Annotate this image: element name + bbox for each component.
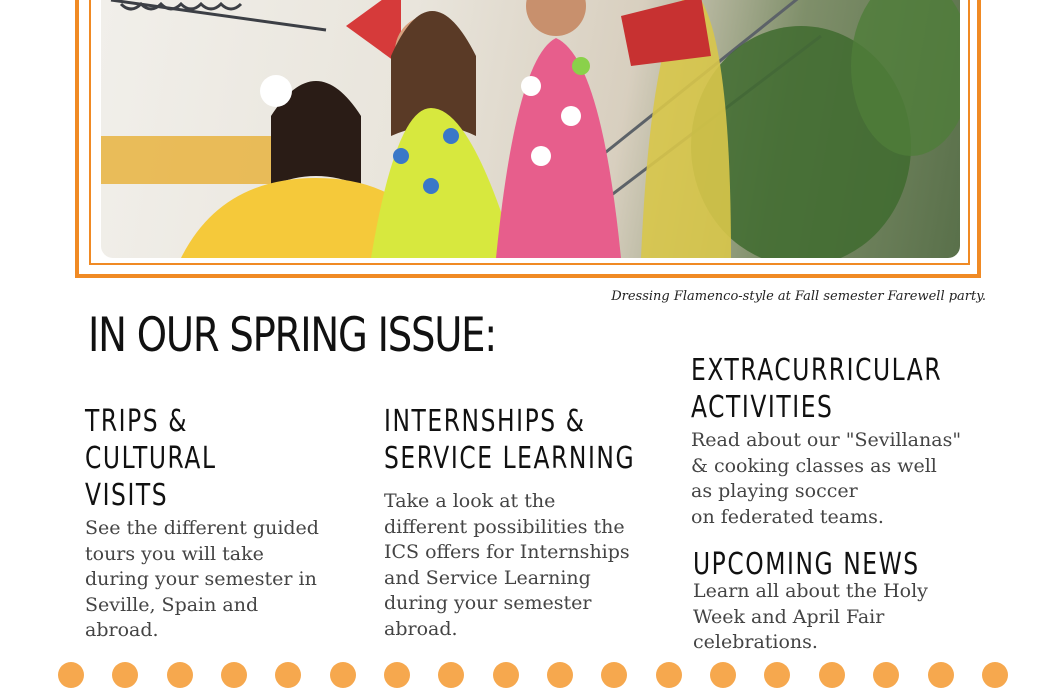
dot: [873, 662, 899, 688]
issue-headline: IN OUR SPRING ISSUE:: [88, 308, 497, 363]
dot: [656, 662, 682, 688]
dot: [710, 662, 736, 688]
dot: [493, 662, 519, 688]
dot: [58, 662, 84, 688]
section-title: EXTRACURRICULAR ACTIVITIES: [691, 353, 943, 425]
section-upcoming-news: [693, 546, 983, 656]
dot: [764, 662, 790, 688]
section-title: INTERNSHIPS & SERVICE LEARNING: [384, 404, 636, 476]
section-body: See the different guided tours you will take during your semester in Seville, Spain and abroad.: [85, 517, 319, 641]
section-extracurricular: [691, 352, 981, 530]
section-body: Take a look at the different possibilities the ICS offers for Internships and Service Learning during your semester abroad.: [384, 490, 630, 640]
section-body: Learn all about the Holy Week and April Fair celebrations.: [693, 580, 928, 653]
section-title: TRIPS & CULTURAL VISITS: [85, 404, 217, 513]
section-internships: [384, 403, 654, 642]
cover-photo: [101, 0, 960, 258]
dot: [384, 662, 410, 688]
dot: [112, 662, 138, 688]
dot: [221, 662, 247, 688]
section-title: UPCOMING NEWS: [693, 547, 920, 582]
dot: [547, 662, 573, 688]
section-body: Read about our "Sevillanas" & cooking classes as well as playing soccer on federated teams.: [691, 429, 962, 528]
dot: [982, 662, 1008, 688]
section-trips: [85, 403, 345, 644]
decorative-dot-border: [58, 662, 1008, 692]
dot: [330, 662, 356, 688]
dot: [167, 662, 193, 688]
dot: [275, 662, 301, 688]
flamenco-photo-illustration: [101, 0, 960, 258]
dot: [438, 662, 464, 688]
dot: [928, 662, 954, 688]
dot: [601, 662, 627, 688]
dot: [819, 662, 845, 688]
photo-caption: Dressing Flamenco-style at Fall semester Farewell party.: [611, 289, 986, 304]
